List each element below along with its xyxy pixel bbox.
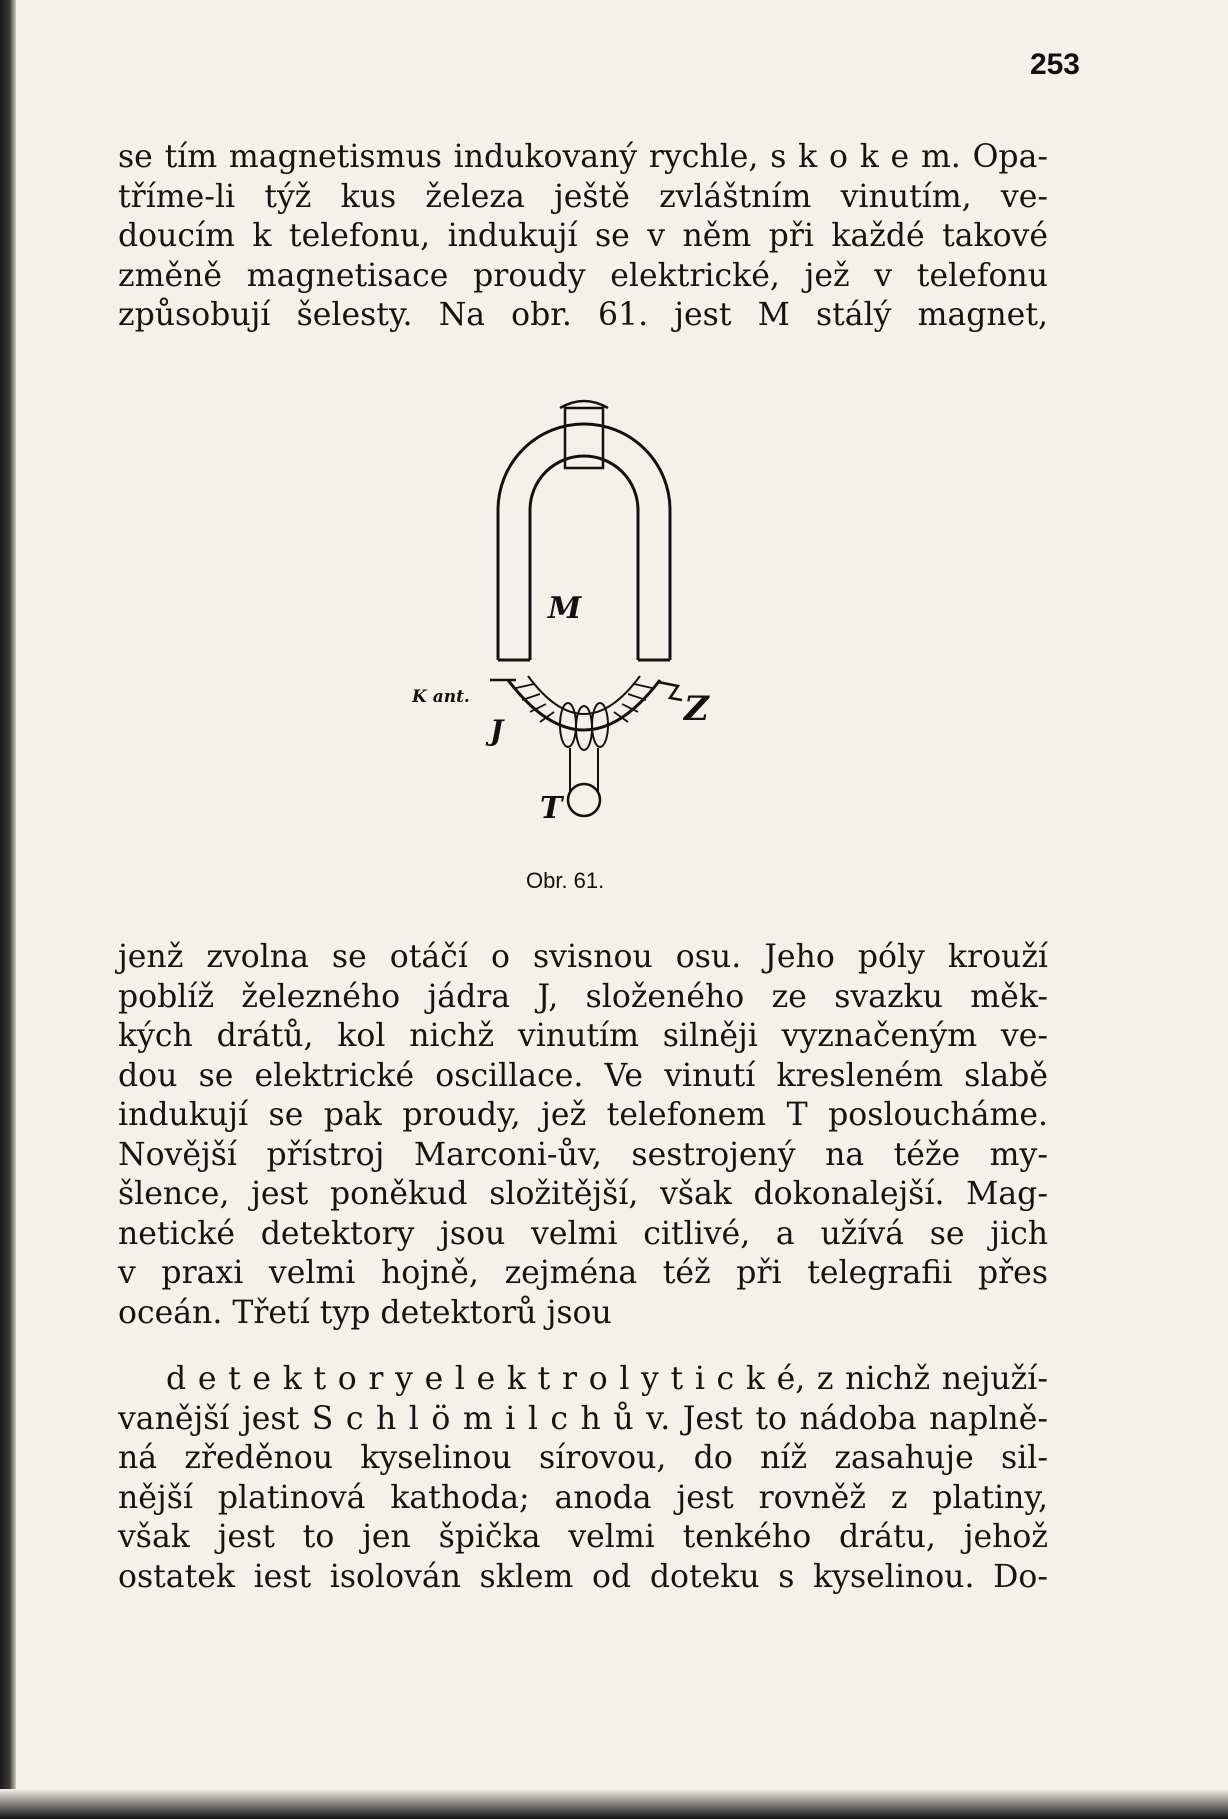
text-line: v praxi velmi hojně, zejména též při telegrafii přes xyxy=(118,1255,1048,1291)
ground-wire xyxy=(658,682,682,700)
text-line: nější platinová kathoda; anoda jest rovněž z platiny, xyxy=(118,1479,1048,1516)
magnet-inner xyxy=(530,456,638,660)
text-line: tříme-li týž kus železa ještě zvláštním vinutím, ve- xyxy=(118,178,1048,215)
label-magnet: M xyxy=(548,591,582,626)
label-telephone: T xyxy=(540,791,563,826)
telephone-leads xyxy=(570,748,598,792)
core-windings xyxy=(516,684,652,722)
text-line: se tím magnetismus indukovaný rychle, s k o k e m. Opa- xyxy=(118,139,1048,175)
label-ground: Z xyxy=(684,689,709,729)
text-line: doucím k telefonu, indukují se v něm při každé takové xyxy=(118,218,1048,254)
text-line: d e t e k t o r y e l e k t r o l y t i c k é, z nichž nejuží- xyxy=(166,1361,1048,1397)
label-core: J xyxy=(490,714,504,747)
page-binding-shadow xyxy=(0,0,16,1819)
magnetic-detector-diagram xyxy=(412,380,740,850)
paragraph-description xyxy=(118,938,1048,1333)
paragraph-intro xyxy=(118,138,1048,336)
text-line: oceán. Třetí typ detektorů jsou xyxy=(118,1294,612,1331)
figure-caption: Obr. 61. xyxy=(526,868,605,893)
label-antenna: K ant. xyxy=(412,687,470,707)
text-line: změně magnetisace proudy elektrické, jež v telefonu xyxy=(118,257,1048,294)
paragraph-electrolytic xyxy=(118,1360,1048,1597)
page-number: 253 xyxy=(1029,48,1080,81)
text-line: jenž zvolna se otáčí o svisnou osu. Jeho póly krouží xyxy=(118,939,1048,975)
text-line: ostatek iest isolován sklem od doteku s kyselinou. Do- xyxy=(118,1558,1048,1595)
page-bottom-shadow xyxy=(0,1789,1228,1819)
text-line: netické detektory jsou velmi citlivé, a užívá se jich xyxy=(118,1215,1048,1252)
figure-magnetic-detector xyxy=(412,380,740,850)
text-line: indukují se pak proudy, jež telefonem T posloucháme. xyxy=(118,1097,1048,1133)
text-line: šlence, jest poněkud složitější, však dokonalejší. Mag- xyxy=(118,1176,1048,1212)
text-line: kých drátů, kol nichž vinutím silněji vyznačeným ve- xyxy=(118,1018,1048,1054)
text-line: způsobují šelesty. Na obr. 61. jest M stálý magnet, xyxy=(118,297,1048,333)
core-inner xyxy=(528,676,640,714)
text-line: poblíž železného jádra J, složeného ze svazku měk- xyxy=(118,978,1048,1015)
telephone-symbol xyxy=(568,784,600,816)
text-line: však jest to jen špička velmi tenkého drátu, jehož xyxy=(118,1519,1048,1555)
text-line: vanější jest S c h l ö m i l c h ů v. Jest to nádoba naplně- xyxy=(118,1400,1048,1437)
text-line: Novější přístroj Marconi-ův, sestrojený na téže my- xyxy=(118,1136,1048,1173)
text-line: dou se elektrické oscillace. Ve vinutí kresleném slabě xyxy=(118,1057,1048,1094)
text-line: ná zředěnou kyselinou sírovou, do níž zasahuje sil- xyxy=(118,1440,1048,1476)
magnet-outer xyxy=(498,424,670,660)
